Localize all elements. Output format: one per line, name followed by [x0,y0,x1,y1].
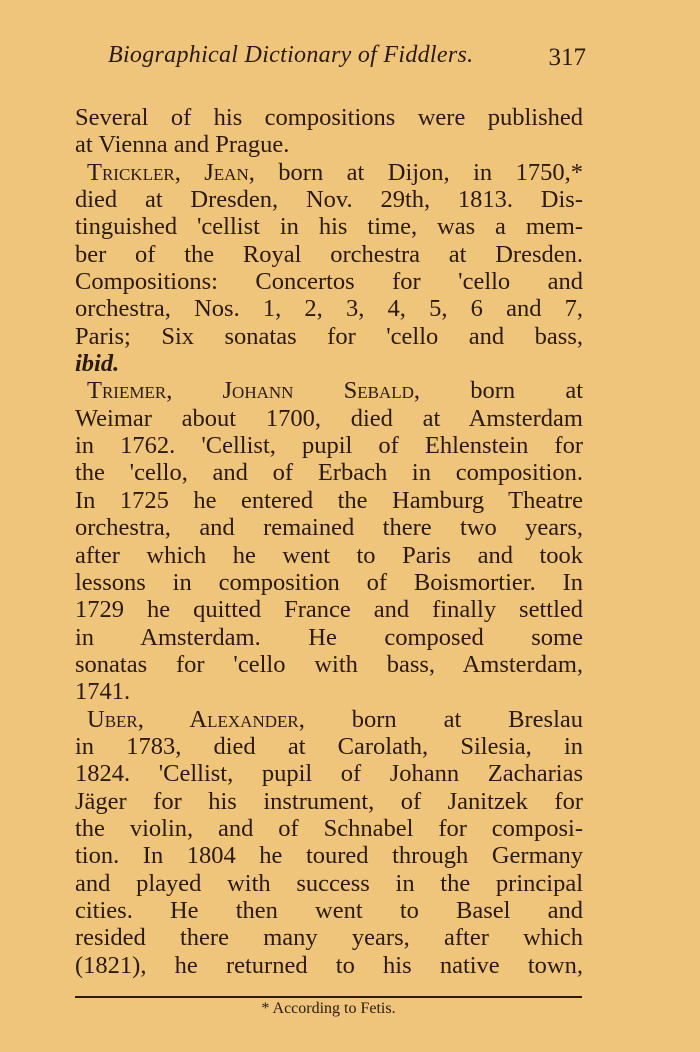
line-text: tion. In 1804 he toured through Germany [75,842,583,870]
text-line [75,131,583,158]
running-header [108,42,586,69]
text-line [75,624,583,651]
entry-name: Trickler, Jean, [87,158,255,186]
line-text: Paris; Six sonatas for 'cello and bass, [75,322,583,350]
line-text: ber of the Royal orchestra at Dresden. [75,240,583,268]
line-text: after which he went to Paris and took [75,541,583,569]
entry-name: Uber, Alexander, [87,705,305,733]
line-text: Several of his compositions were published [75,104,583,131]
text-line [75,815,583,842]
line-text: died at Dresden, Nov. 29th, 1813. Dis- [75,186,583,214]
line-text: born at Dijon, in 1750,* [254,158,583,186]
line-text: born at Breslau [304,705,583,733]
text-line [75,569,583,596]
text-line [75,897,583,924]
entry-heading-line [75,159,583,186]
line-text: tinguished 'cellist in his time, was a mem- [75,213,583,241]
text-line [75,241,583,268]
text-line [75,268,583,295]
text-line [75,733,583,760]
text-line [75,870,583,897]
line-text: 1741. [75,678,131,706]
line-text: lessons in composition of Boismortier. In [75,568,583,596]
italic-text: ibid. [75,350,120,378]
line-text: Compositions: Concertos for 'cello and [75,268,583,296]
line-text: 1824. 'Cellist, pupil of Johann Zacharias [75,760,583,788]
line-text: at Vienna and Prague. [75,131,290,159]
line-text: in Amsterdam. He composed some [75,623,583,651]
page-number: 317 [548,44,586,71]
text-line [75,295,583,322]
text-line [75,323,583,350]
line-text: the 'cello, and of Erbach in composition. [75,459,583,487]
text-line [75,405,583,432]
line-text: the violin, and of Schnabel for composi- [75,814,583,842]
text-line [75,678,583,705]
line-text: orchestra, Nos. 1, 2, 3, 4, 5, 6 and 7, [75,295,583,323]
line-text: in 1762. 'Cellist, pupil of Ehlenstein for [75,432,583,460]
text-line [75,788,583,815]
line-text: 1729 he quitted France and finally settled [75,596,583,624]
text-line [75,186,583,213]
line-text: and played with success in the principal [75,869,583,897]
text-line [75,487,583,514]
text-line [75,213,583,240]
footnote-rule [75,996,582,998]
footnote: * According to Fetis. [261,1000,396,1017]
text-line [75,459,583,486]
text-line [75,952,583,979]
text-line [75,514,583,541]
text-line [75,924,583,951]
text-line [75,542,583,569]
entry-heading-line [75,377,583,404]
line-text: In 1725 he entered the Hamburg Theatre [75,486,583,514]
line-text: Weimar about 1700, died at Amsterdam [75,404,583,432]
line-text: Jäger for his instrument, of Janitzek for [75,787,583,815]
line-text: cities. He then went to Basel and [75,896,583,924]
text-line [75,104,583,131]
line-text: orchestra, and remained there two years, [75,514,583,542]
text-line [75,842,583,869]
line-text: in 1783, died at Carolath, Silesia, in [75,732,583,760]
line-text: (1821), he returned to his native town, [75,951,583,979]
text-line [75,651,583,678]
line-text: resided there many years, after which [75,924,583,952]
running-title: Biographical Dictionary of Fiddlers. [108,42,474,68]
line-text: sonatas for 'cello with bass, Amsterdam, [75,650,583,678]
text-line [75,760,583,787]
body-text [75,104,583,979]
text-line [75,596,583,623]
line-text: born at [420,377,583,405]
entry-name: Triemer, Johann Sebald, [87,377,421,405]
text-line [75,350,583,377]
entry-heading-line [75,706,583,733]
text-line [75,432,583,459]
